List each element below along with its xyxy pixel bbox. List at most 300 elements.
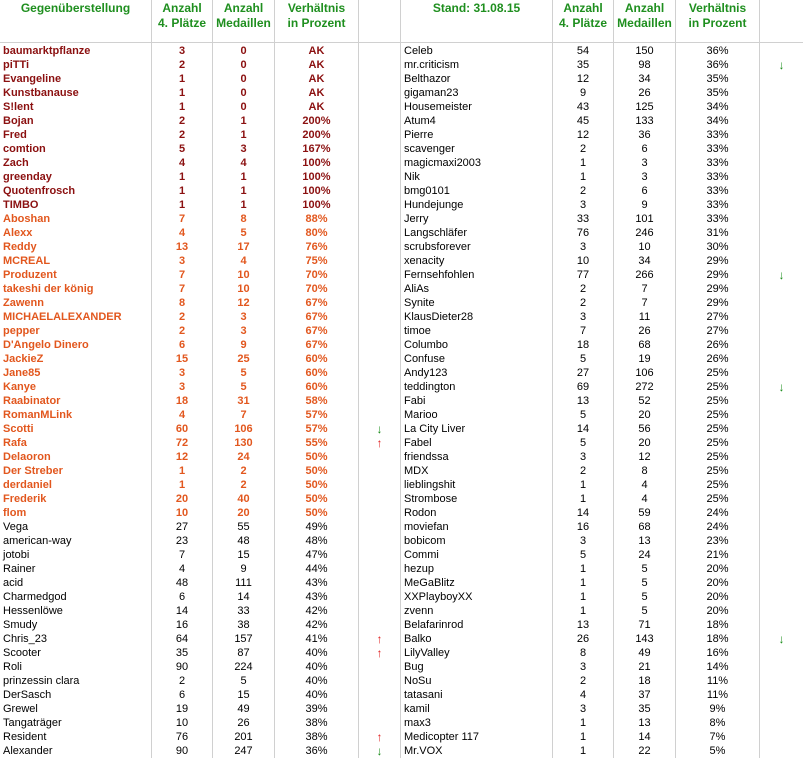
cell-right-ratio[interactable]: 33% [676, 156, 760, 170]
cell-left-name[interactable]: Frederik [0, 492, 152, 506]
cell-right-name[interactable]: Confuse [401, 352, 553, 366]
cell-left-arrow[interactable] [359, 296, 401, 310]
cell-left-arrow[interactable] [359, 100, 401, 114]
cell-left-medals[interactable]: 15 [213, 548, 275, 562]
cell-left-medals[interactable]: 15 [213, 688, 275, 702]
cell-left-name[interactable]: Alexander [0, 744, 152, 758]
cell-left-arrow[interactable] [359, 716, 401, 730]
cell-right-ratio[interactable]: 24% [676, 520, 760, 534]
header-arrow-col[interactable] [359, 0, 401, 42]
cell-right-name[interactable]: Commi [401, 548, 553, 562]
cell-left-ratio[interactable]: 40% [275, 646, 359, 660]
cell-left-name[interactable]: Quotenfrosch [0, 184, 152, 198]
cell-right-ratio[interactable]: 27% [676, 324, 760, 338]
cell-left-ratio[interactable]: 50% [275, 464, 359, 478]
cell-left-ratio[interactable]: 100% [275, 156, 359, 170]
cell-right-name[interactable]: Pierre [401, 128, 553, 142]
cell-right-placements[interactable]: 76 [553, 226, 614, 240]
cell-right-name[interactable]: Medicopter 117 [401, 730, 553, 744]
cell-left-placements[interactable]: 27 [152, 520, 213, 534]
cell-left-ratio[interactable]: 36% [275, 744, 359, 758]
cell-right-ratio[interactable]: 14% [676, 660, 760, 674]
cell-left-arrow[interactable] [359, 576, 401, 590]
cell-right-placements[interactable]: 3 [553, 450, 614, 464]
cell-right-name[interactable]: bmg0101 [401, 184, 553, 198]
cell-left-placements[interactable]: 6 [152, 338, 213, 352]
cell-left-arrow[interactable] [359, 562, 401, 576]
cell-right-placements[interactable]: 1 [553, 744, 614, 758]
cell-left-name[interactable]: pepper [0, 324, 152, 338]
cell-left-arrow[interactable] [359, 114, 401, 128]
cell-right-ratio[interactable]: 7% [676, 730, 760, 744]
cell-right-ratio[interactable]: 24% [676, 506, 760, 520]
cell-right-arrow[interactable] [760, 170, 803, 184]
cell-right-medals[interactable]: 106 [614, 366, 676, 380]
cell-right-name[interactable]: MeGaBlitz [401, 576, 553, 590]
cell-left-placements[interactable]: 1 [152, 464, 213, 478]
cell-right-ratio[interactable]: 16% [676, 646, 760, 660]
cell-right-name[interactable]: Langschläfer [401, 226, 553, 240]
cell-left-name[interactable]: Scooter [0, 646, 152, 660]
cell-left-medals[interactable]: 3 [213, 324, 275, 338]
cell-left-arrow[interactable] [359, 618, 401, 632]
cell-right-name[interactable]: Mr.VOX [401, 744, 553, 758]
cell-right-placements[interactable]: 18 [553, 338, 614, 352]
cell-right-name[interactable]: scrubsforever [401, 240, 553, 254]
cell-right-ratio[interactable]: 35% [676, 72, 760, 86]
cell-right-medals[interactable]: 68 [614, 520, 676, 534]
cell-right-medals[interactable]: 5 [614, 576, 676, 590]
cell-left-placements[interactable]: 20 [152, 492, 213, 506]
cell-right-placements[interactable]: 1 [553, 730, 614, 744]
cell-right-name[interactable]: magicmaxi2003 [401, 156, 553, 170]
cell-right-medals[interactable]: 34 [614, 72, 676, 86]
cell-right-name[interactable]: tatasani [401, 688, 553, 702]
cell-right-placements[interactable]: 69 [553, 380, 614, 394]
cell-left-name[interactable]: D'Angelo Dinero [0, 338, 152, 352]
cell-left-ratio[interactable]: 67% [275, 338, 359, 352]
cell-right-medals[interactable]: 56 [614, 422, 676, 436]
cell-left-placements[interactable]: 1 [152, 100, 213, 114]
cell-left-placements[interactable]: 4 [152, 226, 213, 240]
cell-left-arrow[interactable] [359, 44, 401, 58]
trend-up-icon[interactable]: ↑ [359, 632, 401, 646]
cell-left-name[interactable]: Resident [0, 730, 152, 744]
cell-left-arrow[interactable] [359, 464, 401, 478]
cell-right-placements[interactable]: 2 [553, 142, 614, 156]
cell-left-arrow[interactable] [359, 394, 401, 408]
cell-right-name[interactable]: Fabi [401, 394, 553, 408]
cell-left-medals[interactable]: 0 [213, 86, 275, 100]
trend-down-icon[interactable]: ↓ [778, 58, 785, 72]
cell-left-placements[interactable]: 2 [152, 114, 213, 128]
cell-right-medals[interactable]: 10 [614, 240, 676, 254]
cell-left-name[interactable]: comtion [0, 142, 152, 156]
cell-right-placements[interactable]: 16 [553, 520, 614, 534]
cell-right-arrow[interactable] [760, 618, 803, 632]
cell-left-arrow[interactable] [359, 310, 401, 324]
cell-right-medals[interactable]: 143 [614, 632, 676, 646]
cell-right-arrow[interactable] [760, 254, 803, 268]
cell-right-arrow[interactable] [760, 562, 803, 576]
cell-left-medals[interactable]: 10 [213, 268, 275, 282]
cell-right-arrow[interactable] [760, 184, 803, 198]
cell-left-name[interactable]: Aboshan [0, 212, 152, 226]
cell-right-name[interactable]: Bug [401, 660, 553, 674]
cell-right-ratio[interactable]: 23% [676, 534, 760, 548]
cell-right-medals[interactable]: 26 [614, 324, 676, 338]
cell-right-name[interactable]: XXPlayboyXX [401, 590, 553, 604]
cell-left-medals[interactable]: 0 [213, 72, 275, 86]
trend-down-icon[interactable]: ↓ [778, 380, 785, 394]
cell-left-name[interactable]: Alexx [0, 226, 152, 240]
cell-right-placements[interactable]: 45 [553, 114, 614, 128]
cell-right-medals[interactable]: 49 [614, 646, 676, 660]
cell-right-arrow[interactable] [760, 142, 803, 156]
cell-left-medals[interactable]: 31 [213, 394, 275, 408]
cell-right-placements[interactable]: 13 [553, 618, 614, 632]
cell-right-placements[interactable]: 2 [553, 282, 614, 296]
cell-left-arrow[interactable] [359, 548, 401, 562]
cell-right-ratio[interactable]: 18% [676, 618, 760, 632]
cell-left-placements[interactable]: 1 [152, 86, 213, 100]
cell-left-arrow[interactable] [359, 478, 401, 492]
cell-right-name[interactable]: Strombose [401, 492, 553, 506]
cell-right-ratio[interactable]: 33% [676, 128, 760, 142]
cell-left-name[interactable]: piTTi [0, 58, 152, 72]
cell-right-medals[interactable]: 150 [614, 44, 676, 58]
cell-left-medals[interactable]: 55 [213, 520, 275, 534]
cell-left-name[interactable]: JackieZ [0, 352, 152, 366]
cell-right-ratio[interactable]: 9% [676, 702, 760, 716]
cell-left-arrow[interactable] [359, 506, 401, 520]
cell-left-ratio[interactable]: 40% [275, 660, 359, 674]
cell-right-medals[interactable]: 266 [614, 268, 676, 282]
cell-right-name[interactable]: Rodon [401, 506, 553, 520]
cell-left-ratio[interactable]: 200% [275, 128, 359, 142]
cell-right-arrow[interactable] [760, 296, 803, 310]
cell-right-arrow[interactable] [760, 408, 803, 422]
cell-left-ratio[interactable]: 67% [275, 324, 359, 338]
cell-right-medals[interactable]: 6 [614, 184, 676, 198]
cell-left-arrow[interactable] [359, 324, 401, 338]
cell-left-name[interactable]: takeshi der könig [0, 282, 152, 296]
cell-right-name[interactable]: timoe [401, 324, 553, 338]
cell-right-placements[interactable]: 13 [553, 394, 614, 408]
cell-left-ratio[interactable]: 75% [275, 254, 359, 268]
cell-right-medals[interactable]: 125 [614, 100, 676, 114]
cell-right-arrow[interactable] [760, 366, 803, 380]
cell-left-ratio[interactable]: AK [275, 44, 359, 58]
cell-left-ratio[interactable]: 43% [275, 590, 359, 604]
cell-right-ratio[interactable]: 26% [676, 352, 760, 366]
cell-left-ratio[interactable]: 40% [275, 674, 359, 688]
cell-right-placements[interactable]: 26 [553, 632, 614, 646]
cell-left-ratio[interactable]: 70% [275, 268, 359, 282]
cell-right-placements[interactable]: 5 [553, 352, 614, 366]
cell-right-medals[interactable]: 5 [614, 590, 676, 604]
cell-right-arrow[interactable] [760, 702, 803, 716]
cell-left-arrow[interactable] [359, 128, 401, 142]
cell-left-ratio[interactable]: 57% [275, 422, 359, 436]
cell-left-placements[interactable]: 8 [152, 296, 213, 310]
cell-right-name[interactable]: gigaman23 [401, 86, 553, 100]
cell-left-placements[interactable]: 72 [152, 436, 213, 450]
cell-right-arrow[interactable] [760, 72, 803, 86]
cell-left-placements[interactable]: 1 [152, 170, 213, 184]
trend-up-icon[interactable]: ↑ [359, 436, 401, 450]
cell-left-ratio[interactable]: 58% [275, 394, 359, 408]
cell-left-placements[interactable]: 60 [152, 422, 213, 436]
cell-left-medals[interactable]: 87 [213, 646, 275, 660]
cell-right-arrow[interactable] [760, 464, 803, 478]
header-ratio-right[interactable]: Verhältnis in Prozent [676, 0, 760, 42]
cell-left-medals[interactable]: 247 [213, 744, 275, 758]
cell-right-name[interactable]: Atum4 [401, 114, 553, 128]
cell-left-name[interactable]: Delaoron [0, 450, 152, 464]
cell-left-ratio[interactable]: 41% [275, 632, 359, 646]
cell-left-ratio[interactable]: 167% [275, 142, 359, 156]
cell-right-medals[interactable]: 4 [614, 478, 676, 492]
cell-right-placements[interactable]: 54 [553, 44, 614, 58]
cell-left-name[interactable]: Rafa [0, 436, 152, 450]
cell-left-name[interactable]: greenday [0, 170, 152, 184]
cell-left-arrow[interactable] [359, 408, 401, 422]
cell-right-placements[interactable]: 3 [553, 534, 614, 548]
cell-right-medals[interactable]: 5 [614, 562, 676, 576]
cell-right-arrow[interactable] [760, 660, 803, 674]
cell-left-placements[interactable]: 2 [152, 58, 213, 72]
cell-right-ratio[interactable]: 34% [676, 100, 760, 114]
cell-right-name[interactable]: bobicom [401, 534, 553, 548]
cell-left-arrow[interactable] [359, 212, 401, 226]
cell-right-ratio[interactable]: 25% [676, 478, 760, 492]
cell-left-medals[interactable]: 0 [213, 58, 275, 72]
cell-left-ratio[interactable]: 39% [275, 702, 359, 716]
cell-right-arrow[interactable] [760, 436, 803, 450]
cell-right-medals[interactable]: 246 [614, 226, 676, 240]
cell-right-ratio[interactable]: 25% [676, 408, 760, 422]
cell-right-medals[interactable]: 9 [614, 198, 676, 212]
cell-right-ratio[interactable]: 31% [676, 226, 760, 240]
cell-left-placements[interactable]: 6 [152, 688, 213, 702]
cell-left-placements[interactable]: 7 [152, 282, 213, 296]
cell-left-placements[interactable]: 64 [152, 632, 213, 646]
cell-right-medals[interactable]: 36 [614, 128, 676, 142]
cell-right-medals[interactable]: 35 [614, 702, 676, 716]
trend-up-icon[interactable]: ↑ [359, 730, 401, 744]
cell-right-name[interactable]: Andy123 [401, 366, 553, 380]
cell-left-ratio[interactable]: 57% [275, 408, 359, 422]
cell-right-medals[interactable]: 21 [614, 660, 676, 674]
cell-left-arrow[interactable] [359, 520, 401, 534]
cell-right-medals[interactable]: 71 [614, 618, 676, 632]
cell-left-name[interactable]: Scotti [0, 422, 152, 436]
cell-right-arrow[interactable] [760, 730, 803, 744]
cell-left-ratio[interactable]: 200% [275, 114, 359, 128]
cell-right-placements[interactable]: 3 [553, 198, 614, 212]
trend-down-icon[interactable]: ↓ [359, 422, 401, 436]
cell-right-arrow[interactable] [760, 688, 803, 702]
cell-left-name[interactable]: Roli [0, 660, 152, 674]
cell-right-placements[interactable]: 1 [553, 590, 614, 604]
cell-left-placements[interactable]: 14 [152, 604, 213, 618]
cell-right-arrow[interactable] [760, 212, 803, 226]
cell-right-name[interactable]: mr.criticism [401, 58, 553, 72]
cell-right-name[interactable]: Nik [401, 170, 553, 184]
cell-left-medals[interactable]: 201 [213, 730, 275, 744]
cell-left-medals[interactable]: 0 [213, 100, 275, 114]
cell-right-medals[interactable]: 7 [614, 296, 676, 310]
cell-right-arrow[interactable] [760, 646, 803, 660]
cell-left-arrow[interactable] [359, 450, 401, 464]
cell-right-name[interactable]: kamil [401, 702, 553, 716]
cell-right-arrow[interactable] [760, 86, 803, 100]
cell-right-placements[interactable]: 1 [553, 604, 614, 618]
cell-left-name[interactable]: Reddy [0, 240, 152, 254]
cell-left-ratio[interactable]: 100% [275, 170, 359, 184]
cell-right-name[interactable]: Jerry [401, 212, 553, 226]
cell-left-medals[interactable]: 157 [213, 632, 275, 646]
cell-left-medals[interactable]: 26 [213, 716, 275, 730]
trend-down-icon[interactable]: ↓ [778, 632, 785, 646]
cell-right-medals[interactable]: 3 [614, 170, 676, 184]
cell-left-medals[interactable]: 17 [213, 240, 275, 254]
cell-right-medals[interactable]: 18 [614, 674, 676, 688]
cell-right-ratio[interactable]: 5% [676, 744, 760, 758]
cell-left-name[interactable]: Rainer [0, 562, 152, 576]
cell-right-arrow[interactable] [760, 394, 803, 408]
cell-right-medals[interactable]: 8 [614, 464, 676, 478]
cell-right-medals[interactable]: 5 [614, 604, 676, 618]
cell-right-ratio[interactable]: 35% [676, 86, 760, 100]
cell-left-placements[interactable]: 4 [152, 562, 213, 576]
cell-left-ratio[interactable]: AK [275, 58, 359, 72]
cell-right-ratio[interactable]: 25% [676, 380, 760, 394]
cell-left-name[interactable]: Vega [0, 520, 152, 534]
cell-left-placements[interactable]: 10 [152, 716, 213, 730]
cell-right-placements[interactable]: 12 [553, 72, 614, 86]
cell-right-ratio[interactable]: 20% [676, 562, 760, 576]
cell-right-arrow[interactable] [760, 324, 803, 338]
cell-right-arrow[interactable] [760, 744, 803, 758]
cell-right-name[interactable]: Synite [401, 296, 553, 310]
cell-left-ratio[interactable]: 49% [275, 520, 359, 534]
cell-left-ratio[interactable]: 42% [275, 618, 359, 632]
cell-left-name[interactable]: acid [0, 576, 152, 590]
cell-left-arrow[interactable] [359, 660, 401, 674]
cell-left-arrow[interactable] [359, 268, 401, 282]
cell-right-ratio[interactable]: 33% [676, 142, 760, 156]
trend-down-icon[interactable]: ↓ [778, 268, 785, 282]
cell-right-ratio[interactable]: 25% [676, 422, 760, 436]
cell-left-placements[interactable]: 2 [152, 128, 213, 142]
cell-right-placements[interactable]: 3 [553, 660, 614, 674]
cell-right-arrow[interactable] [760, 576, 803, 590]
cell-right-arrow[interactable] [760, 492, 803, 506]
cell-left-ratio[interactable]: AK [275, 72, 359, 86]
cell-left-arrow[interactable] [359, 282, 401, 296]
cell-right-medals[interactable]: 59 [614, 506, 676, 520]
cell-right-placements[interactable]: 5 [553, 548, 614, 562]
cell-left-medals[interactable]: 4 [213, 254, 275, 268]
cell-left-placements[interactable]: 1 [152, 184, 213, 198]
cell-right-ratio[interactable]: 33% [676, 212, 760, 226]
cell-right-placements[interactable]: 35 [553, 58, 614, 72]
cell-left-arrow[interactable] [359, 198, 401, 212]
cell-left-name[interactable]: flom [0, 506, 152, 520]
cell-left-name[interactable]: Kunstbanause [0, 86, 152, 100]
cell-left-placements[interactable]: 2 [152, 674, 213, 688]
cell-right-ratio[interactable]: 11% [676, 674, 760, 688]
header-arrow-col-right[interactable] [760, 0, 803, 42]
cell-right-name[interactable]: LilyValley [401, 646, 553, 660]
cell-left-medals[interactable]: 106 [213, 422, 275, 436]
cell-left-name[interactable]: derdaniel [0, 478, 152, 492]
cell-right-ratio[interactable]: 30% [676, 240, 760, 254]
cell-right-arrow[interactable] [760, 100, 803, 114]
cell-left-placements[interactable]: 76 [152, 730, 213, 744]
cell-right-placements[interactable]: 3 [553, 702, 614, 716]
cell-left-placements[interactable]: 16 [152, 618, 213, 632]
cell-right-arrow[interactable] [760, 674, 803, 688]
header-medals-right[interactable]: Anzahl Medaillen [614, 0, 676, 42]
cell-right-name[interactable]: xenacity [401, 254, 553, 268]
cell-left-medals[interactable]: 33 [213, 604, 275, 618]
cell-left-ratio[interactable]: 100% [275, 184, 359, 198]
cell-left-ratio[interactable]: 60% [275, 352, 359, 366]
cell-left-medals[interactable]: 8 [213, 212, 275, 226]
cell-left-medals[interactable]: 2 [213, 464, 275, 478]
cell-left-arrow[interactable] [359, 380, 401, 394]
cell-right-placements[interactable]: 2 [553, 464, 614, 478]
cell-right-medals[interactable]: 6 [614, 142, 676, 156]
cell-left-name[interactable]: MCREAL [0, 254, 152, 268]
cell-right-arrow[interactable] [760, 534, 803, 548]
cell-right-name[interactable]: NoSu [401, 674, 553, 688]
cell-left-medals[interactable]: 0 [213, 44, 275, 58]
cell-left-placements[interactable]: 3 [152, 254, 213, 268]
cell-right-name[interactable]: Fernsehfohlen [401, 268, 553, 282]
cell-left-medals[interactable]: 5 [213, 226, 275, 240]
cell-right-ratio[interactable]: 21% [676, 548, 760, 562]
cell-right-name[interactable]: Hundejunge [401, 198, 553, 212]
cell-left-name[interactable]: Zawenn [0, 296, 152, 310]
cell-right-ratio[interactable]: 29% [676, 268, 760, 282]
cell-left-placements[interactable]: 48 [152, 576, 213, 590]
cell-left-medals[interactable]: 38 [213, 618, 275, 632]
cell-left-medals[interactable]: 10 [213, 282, 275, 296]
cell-left-medals[interactable]: 20 [213, 506, 275, 520]
cell-right-placements[interactable]: 9 [553, 86, 614, 100]
cell-right-name[interactable]: AliAs [401, 282, 553, 296]
cell-left-placements[interactable]: 19 [152, 702, 213, 716]
cell-right-arrow[interactable] [760, 156, 803, 170]
cell-right-ratio[interactable]: 25% [676, 492, 760, 506]
cell-right-arrow[interactable] [760, 338, 803, 352]
cell-right-ratio[interactable]: 29% [676, 296, 760, 310]
cell-right-medals[interactable]: 3 [614, 156, 676, 170]
cell-left-medals[interactable]: 12 [213, 296, 275, 310]
cell-left-placements[interactable]: 7 [152, 268, 213, 282]
cell-left-medals[interactable]: 40 [213, 492, 275, 506]
cell-right-ratio[interactable]: 33% [676, 198, 760, 212]
cell-right-name[interactable]: Belthazor [401, 72, 553, 86]
cell-left-medals[interactable]: 14 [213, 590, 275, 604]
cell-right-placements[interactable]: 33 [553, 212, 614, 226]
cell-left-placements[interactable]: 3 [152, 380, 213, 394]
cell-left-placements[interactable]: 15 [152, 352, 213, 366]
